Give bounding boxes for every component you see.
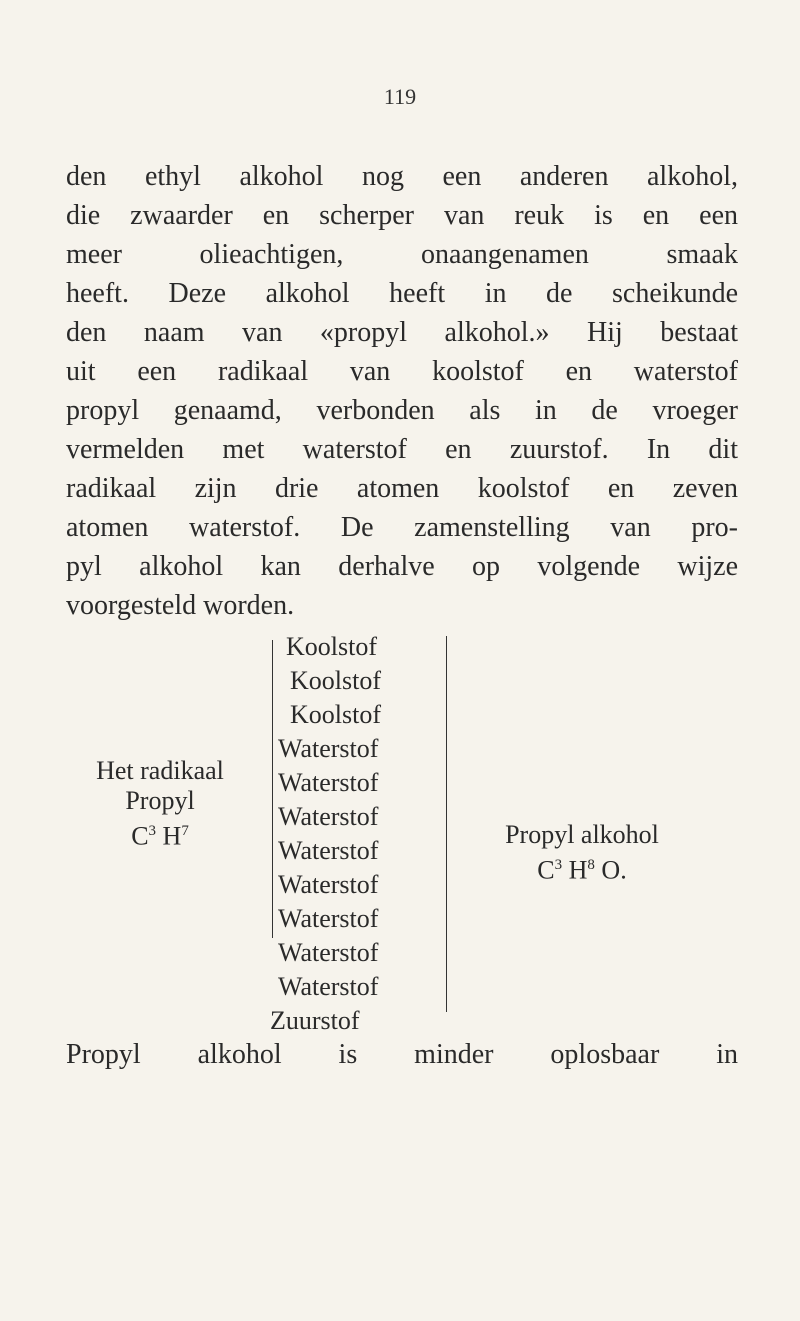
scheme-item: Koolstof <box>290 666 381 695</box>
formula-symbol: O. <box>601 855 627 885</box>
formula-symbol: C <box>537 855 555 885</box>
formula-symbol: H <box>162 821 182 851</box>
scheme-item: Zuurstof <box>270 1006 360 1035</box>
paragraph-line: die zwaarder en scherper van reuk is en een <box>66 200 738 231</box>
formula-subscript: 3 <box>554 857 563 873</box>
scheme-item: Waterstof <box>278 768 379 797</box>
paragraph-line: propyl genaamd, verbonden als in de vroeger <box>66 395 738 426</box>
paragraph-line: vermelden met waterstof en zuurstof. In dit <box>66 434 738 465</box>
formula-symbol: C <box>131 821 149 851</box>
scheme-item: Waterstof <box>278 836 379 865</box>
formula-subscript: 3 <box>148 823 157 839</box>
paragraph-line: uit een radikaal van koolstof en waterstof <box>66 356 738 387</box>
scheme-item: Koolstof <box>290 700 381 729</box>
right-bracket <box>446 636 447 1012</box>
paragraph-line: den naam van «propyl alkohol.» Hij bestaat <box>66 317 738 348</box>
left-bracket <box>272 640 273 938</box>
paragraph-line: heeft. Deze alkohol heeft in de scheikunde <box>66 278 738 309</box>
paragraph-line: den ethyl alkohol nog een anderen alkohol, <box>66 161 738 192</box>
scheme-item: Waterstof <box>278 904 379 933</box>
formula-subscript: 7 <box>181 823 189 839</box>
radikaal-label: Het radikaal <box>96 756 224 785</box>
paragraph-line: meer olieachtigen, onaangenamen smaak <box>66 239 738 270</box>
formula-subscript: 8 <box>587 857 595 873</box>
paragraph-line: atomen waterstof. De zamenstelling van pro- <box>66 512 738 543</box>
alkohol-group <box>462 820 702 886</box>
paragraph-line: radikaal zijn drie atomen koolstof en zeven <box>66 473 738 504</box>
scheme-item: Waterstof <box>278 938 379 967</box>
page-number: 119 <box>383 84 417 109</box>
scheme-item: Koolstof <box>286 632 377 661</box>
scheme-item: Waterstof <box>278 972 379 1001</box>
propyl-label: Propyl <box>125 786 195 815</box>
scheme-item: Waterstof <box>278 734 379 763</box>
radikaal-formula <box>60 816 260 852</box>
scheme-item: Waterstof <box>278 802 379 831</box>
propyl-alkohol-label: Propyl alkohol <box>505 820 659 849</box>
paragraph-line: pyl alkohol kan derhalve op volgende wijze <box>66 551 738 582</box>
radikaal-group <box>60 756 260 852</box>
alkohol-formula <box>462 850 702 886</box>
scheme-item: Waterstof <box>278 870 379 899</box>
paragraph-line: voorgesteld worden. <box>66 590 295 621</box>
formula-symbol: H <box>568 855 588 885</box>
closing-line: Propyl alkohol is minder oplosbaar in <box>66 1039 738 1070</box>
